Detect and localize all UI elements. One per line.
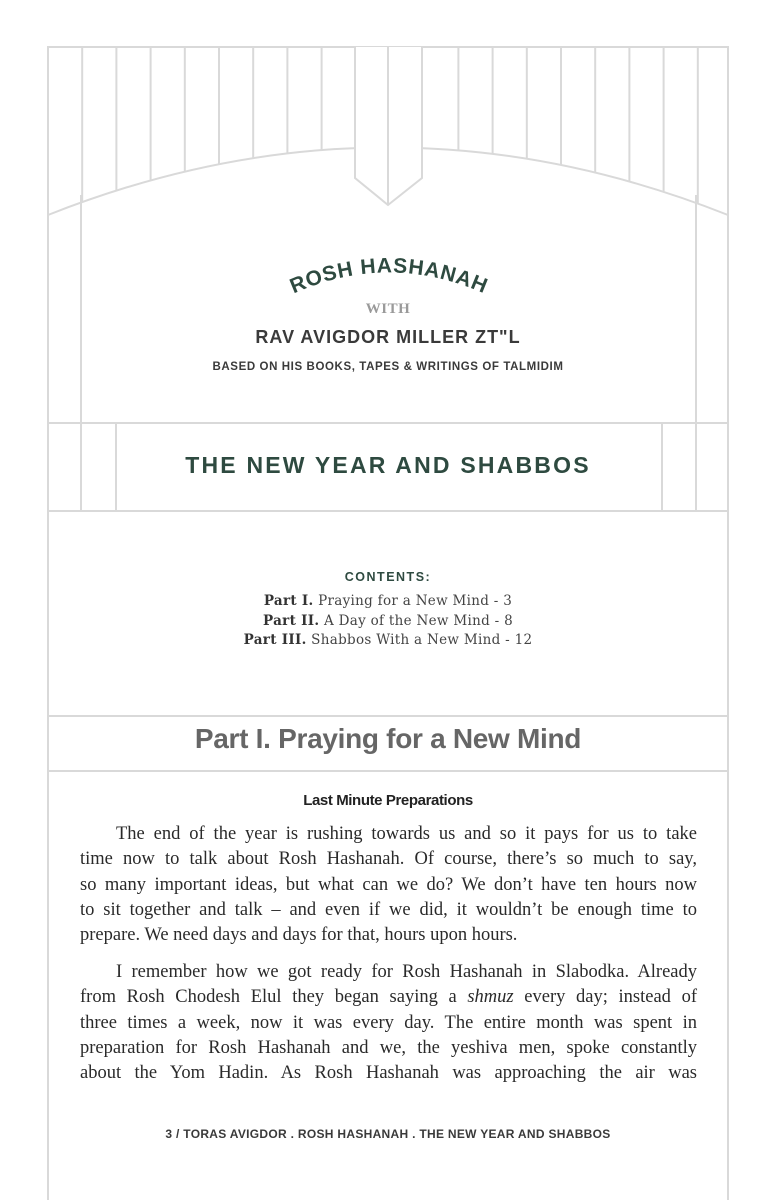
with-label: WITH [365,301,411,317]
text-line: about the Yom Hadin. As Rosh Hashanah was approaching the air was [80,1063,697,1084]
section-title: Last Minute Preparations [303,792,473,809]
text-line [80,985,697,1010]
toc-title: Shabbos With a New Mind - 12 [311,632,533,648]
text-line: three times a week, now it was every day. The entire month was spent in [80,1012,697,1033]
text-line: preparation for Rosh Hashanah and we, the yeshiva men, spoke constantly [80,1037,697,1058]
toc-title: Praying for a New Mind - 3 [318,593,513,609]
text-span: every day; instead of [513,987,697,1008]
series-title: ROSH HASHANAH [286,254,492,299]
based-on-line: BASED ON HIS BOOKS, TAPES & WRITINGS OF TALMIDIM [212,361,564,373]
contents-heading: CONTENTS: [344,570,432,584]
page-footer: 3 / TORAS AVIGDOR . ROSH HASHANAH . THE NEW YEAR AND SHABBOS [165,1127,611,1141]
text-span: from Rosh Chodesh Elul they began saying a [80,987,468,1008]
toc-item[interactable] [0,612,776,632]
toc-part: Part II. [263,612,320,629]
part-title: Part I. Praying for a New Mind [194,723,582,754]
italic-term: shmuz [467,987,514,1008]
author-name: RAV AVIGDOR MILLER ZT"L [255,327,521,347]
toc-part: Part III. [243,632,307,648]
text-line: prepare. We need days and days for that, hours upon hours. [80,925,518,946]
table-of-contents [0,592,776,651]
toc-part: Part I. [263,593,314,609]
text-line: so many important ideas, but what can we do? We don’t have ten hours now [80,874,697,895]
toc-item[interactable] [0,592,776,612]
page-subtitle: THE NEW YEAR AND SHABBOS [185,452,591,478]
paragraph [80,822,697,948]
text-line: The end of the year is rushing towards us and so it pays for us to take [116,824,697,844]
toc-title: A Day of the New Mind - 8 [323,612,513,629]
paragraph [80,960,697,1086]
text-line: to sit together and talk – and even if we did, it wouldn’t be enough time to [80,899,697,920]
text-line: I remember how we got ready for Rosh Hashanah in Slabodka. Already [116,962,697,982]
toc-item[interactable] [0,631,776,651]
text-line: time now to talk about Rosh Hashanah. Of course, there’s so much to say, [80,849,697,870]
